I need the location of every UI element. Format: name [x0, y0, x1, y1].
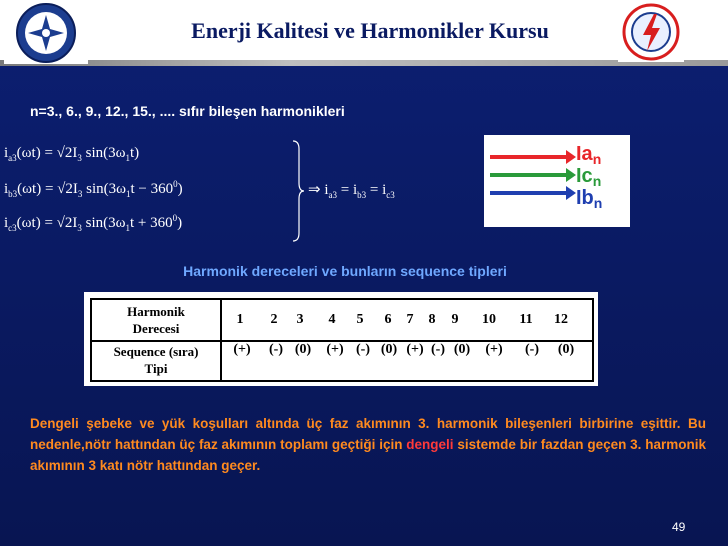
- phasor-label-b: $Ib_n$: [576, 187, 603, 211]
- sequence-cell: (-): [269, 342, 283, 357]
- phasor-arrowhead-b: [566, 186, 576, 200]
- sequence-cell: (+): [233, 342, 251, 357]
- equation-result: ⇒ $i_{a3} = i_{b3} = i_{c3}$: [308, 182, 395, 200]
- phasor-diagram: [484, 135, 630, 227]
- order-cell: 4: [328, 312, 336, 327]
- zero-sequence-subtitle: n=3., 6., 9., 12., 15., .... sıfır bileşen harmonikleri: [30, 103, 345, 119]
- order-cell: 5: [356, 312, 364, 327]
- row-header-sequence-line1: Sequence (sıra): [113, 344, 199, 359]
- harmonic-sequence-table: [84, 292, 598, 386]
- row-header-order-line2: Derecesi: [132, 321, 180, 336]
- order-cell: 8: [428, 312, 436, 327]
- table-frame: [90, 298, 594, 382]
- sequence-cell: (+): [326, 342, 344, 357]
- row-header-order-line1: Harmonik: [127, 304, 185, 319]
- explanation-paragraph: [30, 413, 706, 476]
- phasor-arrowhead-c: [566, 168, 576, 182]
- phasor-label-a: $Ia_n$: [576, 143, 602, 167]
- phasor-arrows: [484, 135, 630, 227]
- order-cell: 12: [554, 312, 568, 327]
- table-row-sequence: [92, 340, 592, 380]
- order-cell: 10: [482, 312, 496, 327]
- order-cell: 2: [270, 312, 278, 327]
- explanation-text-end: sistemde bir fazdan geçen 3. harmonik akımının 3 katı nötr hattından geçer.: [30, 437, 707, 473]
- order-cell: 6: [384, 312, 392, 327]
- phasor-label-c: $Ic_n$: [576, 165, 602, 189]
- equation-ib3: $i_{b3}(\omega t) = √2I_3$ $\sin(3\omega_1t - 360^0)$: [4, 179, 183, 199]
- order-cell: 1: [236, 312, 244, 327]
- order-cell: 7: [406, 312, 414, 327]
- row-header-sequence: [92, 340, 220, 380]
- order-cell: 11: [519, 312, 533, 327]
- explanation-text: Dengeli şebeke ve yük koşulları altında üç faz akımının 3. harmonik bileşenleri birbirine eşittir. Bu nedenle,nötr hattından üç faz akımının toplamı geçtiği için: [30, 416, 706, 452]
- sequence-cell: (0): [294, 342, 312, 357]
- tek-lightning-logo-icon: [618, 2, 684, 62]
- order-cell: 9: [451, 312, 459, 327]
- sequence-cell: (-): [525, 342, 539, 357]
- sequence-cell: (-): [431, 342, 445, 357]
- section-title: Harmonik dereceleri ve bunların sequence tipleri: [183, 263, 507, 279]
- row-header-order: [92, 300, 220, 340]
- sequence-cell: (0): [380, 342, 398, 357]
- page-title: Enerji Kalitesi ve Harmonikler Kursu: [191, 18, 549, 43]
- sequence-cell: (0): [453, 342, 471, 357]
- phasor-arrowhead-a: [566, 150, 576, 164]
- explanation-highlight: dengeli: [406, 437, 454, 452]
- table-row-order: [92, 300, 592, 342]
- sequence-cell: (-): [356, 342, 370, 357]
- order-cell: 3: [296, 312, 304, 327]
- equation-ia3: $i_{a3}(\omega t) = √2I_3$ $\sin(3\omega_1t)$: [4, 145, 140, 163]
- sequence-cell: (0): [557, 342, 575, 357]
- row-header-sequence-line2: Tipi: [144, 361, 168, 376]
- right-brace-icon: [290, 139, 306, 243]
- page-number: 49: [672, 520, 686, 534]
- sequence-cell: (+): [406, 342, 424, 357]
- university-seal-icon: [4, 2, 88, 64]
- equation-ic3: $i_{c3}(\omega t) = √2I_3$ $\sin(3\omega_1t + 360^0)$: [4, 213, 183, 233]
- sequence-cell: (+): [485, 342, 503, 357]
